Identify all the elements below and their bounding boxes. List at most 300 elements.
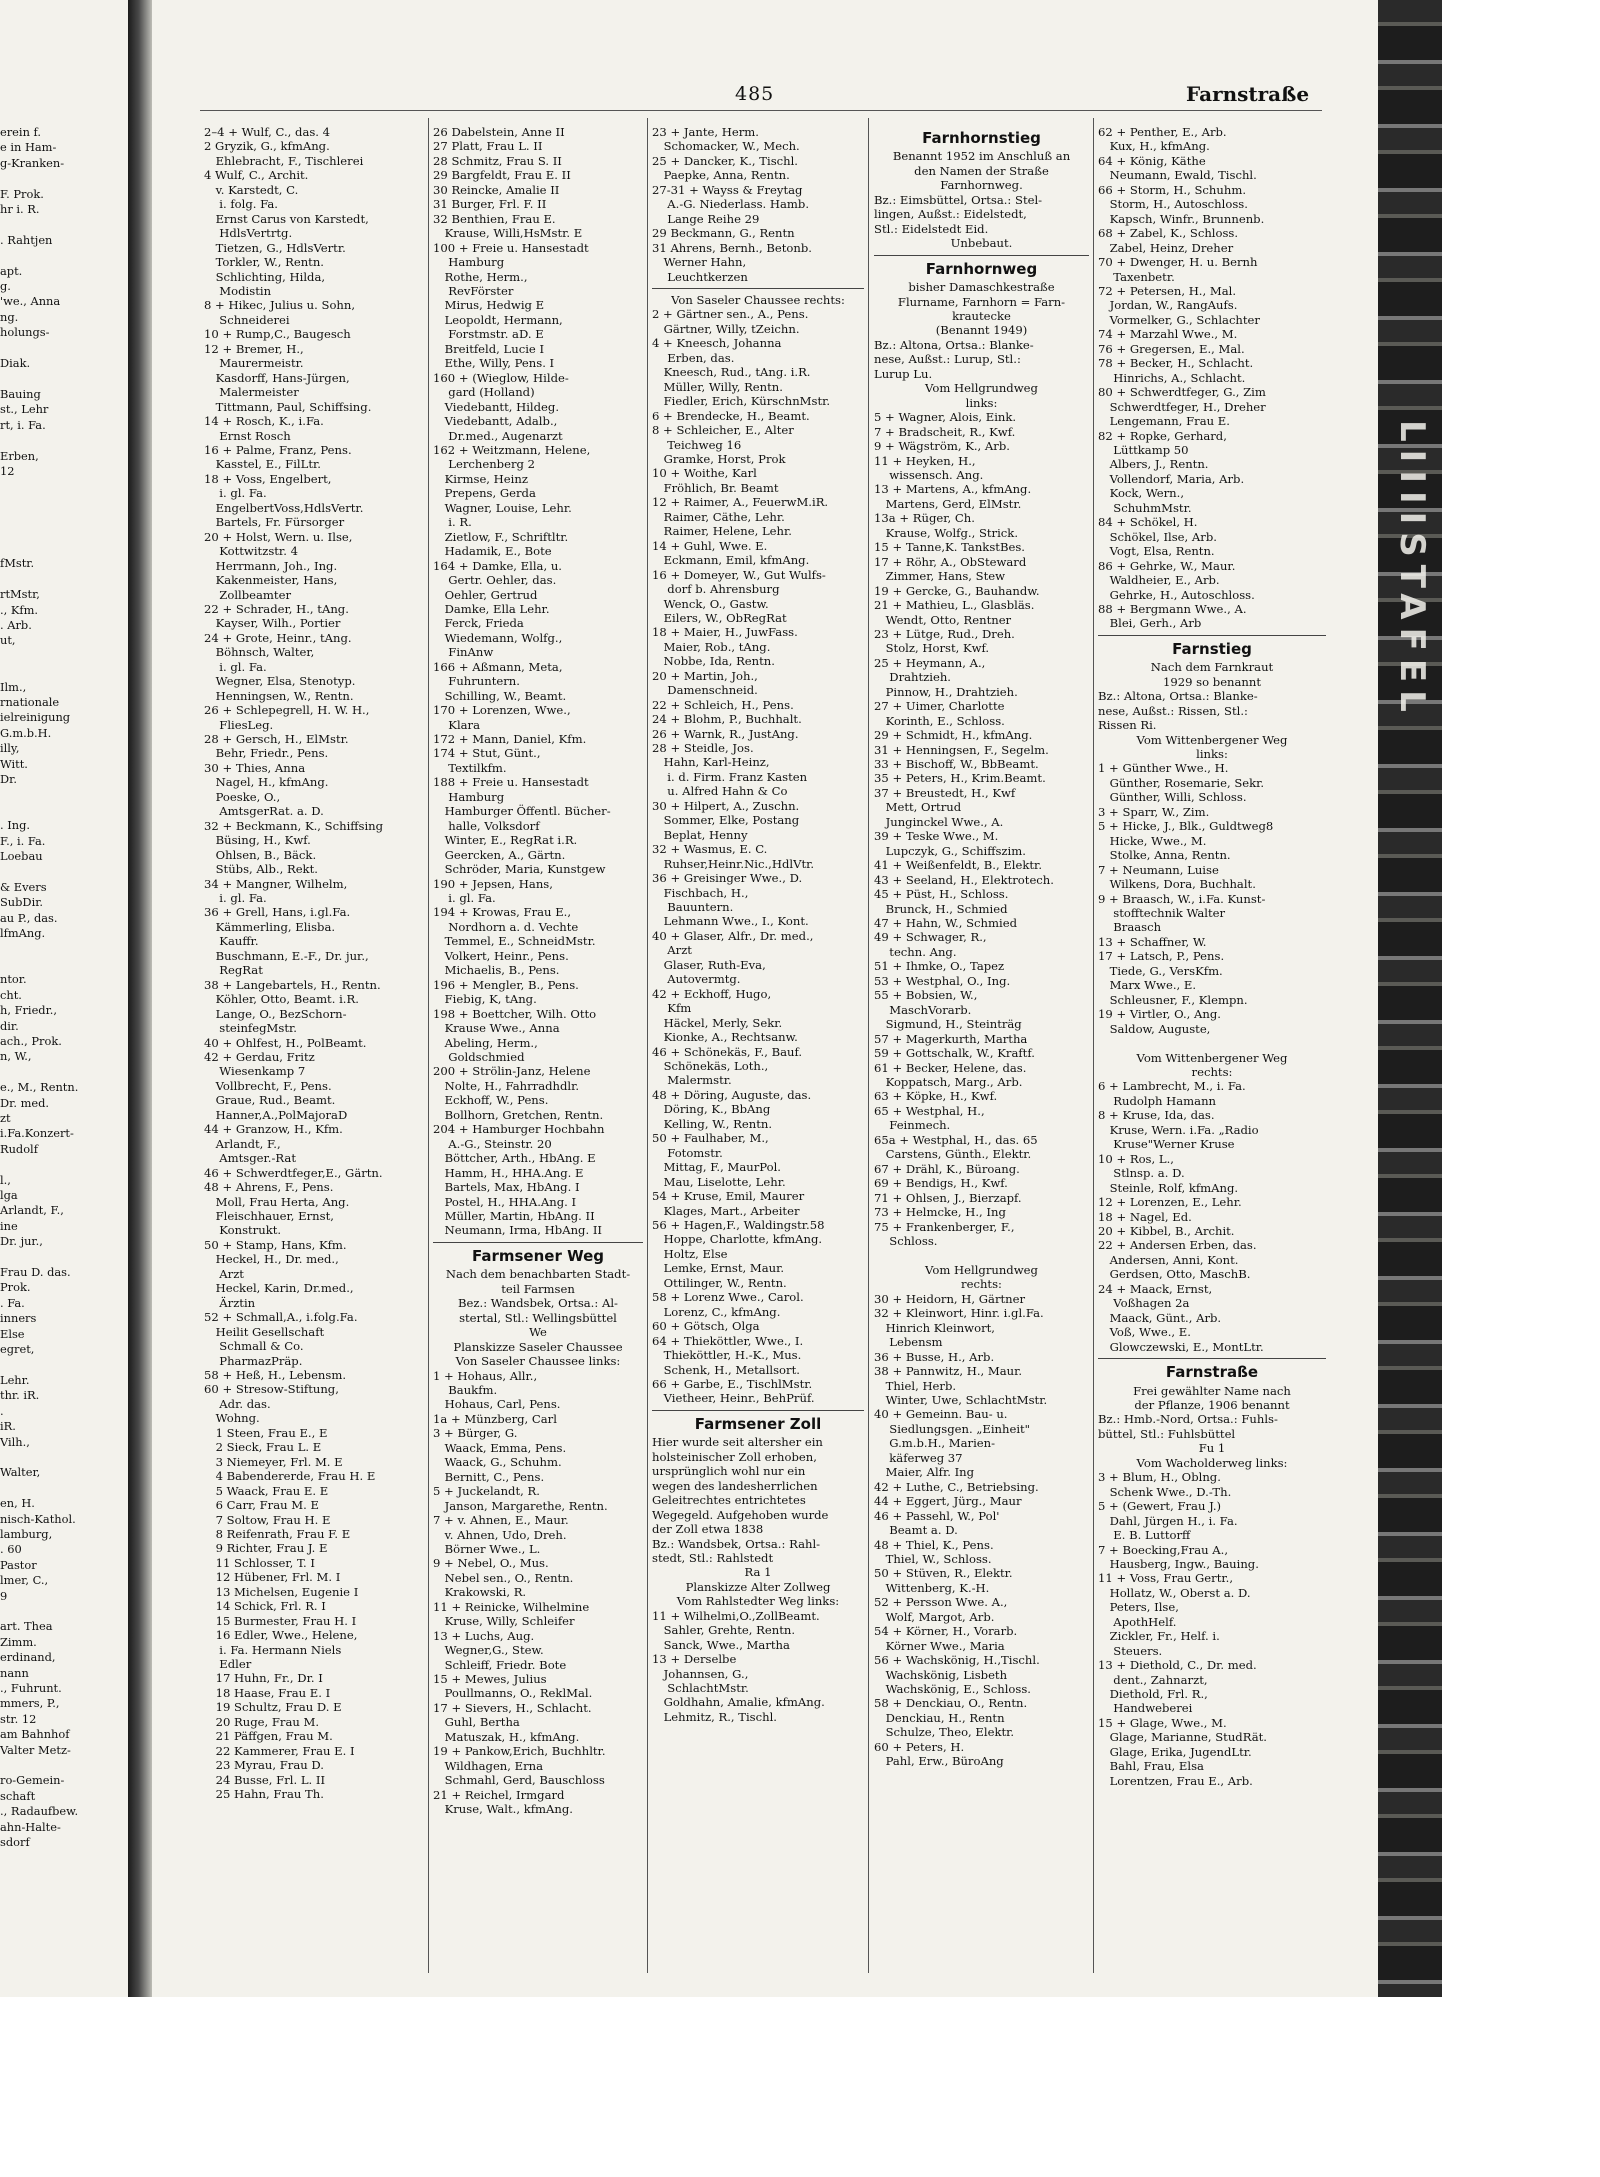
street-note: Nach dem Farnkraut [1150,660,1274,675]
directory-entry: 46 + Schwerdtfeger,E., Gärtn. [204,1165,383,1180]
directory-entry: 27-31 + Wayss & Freytag [652,182,803,197]
directory-entry: 51 + Ihmke, O., Tapez [874,959,1005,974]
directory-entry: 6 Carr, Frau M. E [204,1498,319,1513]
fragment-line [0,649,126,664]
directory-entry: Körner Wwe., Maria [874,1638,1005,1653]
directory-entry: 72 + Petersen, H., Mal. [1098,283,1237,298]
directory-entry: Adr. das. [204,1396,271,1411]
directory-entry: Ärztin [204,1295,256,1310]
directory-entry: 22 Kammerer, Frau E. I [204,1743,355,1758]
fragment-line: nann [0,1665,29,1680]
fragment-line [0,1250,126,1265]
directory-entry: Vollbrecht, F., Pens. [204,1078,332,1093]
directory-entry: Schulze, Theo, Elektr. [874,1725,1015,1740]
fragment-line: Ilm., [0,679,27,694]
directory-entry: Kauffr. [204,934,259,949]
fragment-line [0,1157,126,1172]
directory-entry: Neumann, Ewald, Tischl. [1098,168,1257,183]
directory-entry: 21 + Mathieu, L., Glasbläs. [874,598,1035,613]
directory-entry: 29 Beckmann, G., Rentn [652,226,795,241]
section-rule [874,255,1089,256]
fragment-line: Else [0,1326,25,1341]
fragment-line: G.m.b.H. [0,725,52,740]
directory-entry: Tittmann, Paul, Schiffsing. [204,399,372,414]
directory-entry: Hollatz, W., Oberst a. D. [1098,1585,1251,1600]
directory-entry: büttel, Stl.: Fuhlsbüttel [1098,1426,1236,1441]
fragment-line: au P., das. [0,910,58,925]
directory-entry: Schlichting, Hilda, [204,269,326,284]
directory-entry: Amtsger.-Rat [204,1151,296,1166]
directory-entry: Arzt [652,943,692,958]
fragment-line: . 60 [0,1542,22,1557]
directory-entry: Fuhruntern. [433,674,520,689]
directory-entry: Braasch [1098,920,1162,935]
directory-entry: Stl.: Eidelstedt Eid. [874,221,989,236]
directory-entry: 29 Bargfeldt, Frau E. II [433,168,571,183]
directory-entry: 88 + Bergmann Wwe., A. [1098,601,1247,616]
directory-entry: 62 + Penther, E., Arb. [1098,125,1227,139]
fragment-line: rtMstr, [0,587,40,602]
directory-entry: 26 + Warnk, R., JustAng. [652,726,799,741]
directory-entry: 166 + Aßmann, Meta, [433,659,563,674]
directory-entry: Saldow, Auguste, [1098,1021,1211,1036]
section-rule [652,1410,864,1411]
directory-entry: Wolf, Margot, Arb. [874,1609,995,1624]
directory-entry: Arzt [204,1266,244,1281]
fragment-line: sdorf [0,1835,30,1850]
fragment-line: h, Friedr., [0,1003,58,1018]
fragment-line: & Evers [0,879,47,894]
fragment-line: lga [0,1188,18,1203]
directory-entry: 58 + Lorenz Wwe., Carol. [652,1290,804,1305]
directory-entry: 80 + Schwerdtfeger, G., Zim [1098,385,1266,400]
directory-entry: 57 + Magerkurth, Martha [874,1031,1028,1046]
directory-entry: 37 + Breustedt, H., Kwf [874,785,1016,800]
directory-entry: 9 Richter, Frau J. E [204,1541,328,1556]
directory-entry: Bollhorn, Gretchen, Rentn. [433,1107,604,1122]
directory-entry: Malermstr. [652,1073,732,1088]
directory-entry: 172 + Mann, Daniel, Kfm. [433,732,587,747]
directory-entry: 29 + Schmidt, H., kfmAng. [874,728,1033,743]
street-note: Vom Wacholderweg links: [1136,1455,1288,1470]
directory-entry: 14 + Guhl, Wwe. E. [652,538,768,553]
directory-entry: Glage, Marianne, StudRät. [1098,1730,1267,1745]
directory-entry: Fotomstr. [652,1145,723,1160]
directory-entry: 7 + Bradscheit, R., Kwf. [874,424,1016,439]
fragment-line: fMstr. [0,556,35,571]
directory-entry: dent., Zahnarzt, [1098,1672,1208,1687]
directory-entry: Konstrukt. [204,1223,282,1238]
directory-entry: 5 + Juckelandt, R. [433,1484,540,1499]
directory-entry: Kruse, Walt., kfmAng. [433,1802,573,1817]
column-divider-1 [428,118,429,1973]
fragment-line: dir. [0,1018,19,1033]
fragment-line [0,787,126,802]
directory-entry: Volkert, Heinr., Pens. [433,948,569,963]
directory-entry: Mirus, Hedwig E [433,298,545,313]
directory-entry: 2 Sieck, Frau L. E [204,1440,322,1455]
directory-entry: Marx Wwe., E. [1098,978,1197,993]
directory-entry: dorf b. Ahrensburg [652,582,780,597]
directory-entry: 58 + Heß, H., Lebensm. [204,1367,347,1382]
directory-entry: 60 + Götsch, Olga [652,1319,760,1334]
spacer [1098,1036,1326,1050]
directory-entry: 50 + Stamp, Hans, Kfm. [204,1237,347,1252]
directory-entry: Bartels, Fr. Fürsorger [204,515,345,530]
fragment-line: Arlandt, F., [0,1203,64,1218]
directory-entry: 46 + Passehl, W., Pol' [874,1508,1000,1523]
street-note: teil Farmsen [501,1281,575,1296]
directory-entry: 162 + Weitzmann, Helene, [433,442,591,457]
directory-entry: ApothHelf. [1098,1614,1177,1629]
fragment-line: ro-Gemein- [0,1773,65,1788]
directory-entry: Ferck, Frieda [433,616,524,631]
directory-entry: 50 + Faulhaber, M., [652,1131,769,1146]
directory-entry: Hamburger Öffentl. Bücher- [433,804,611,819]
directory-entry: Lehmitz, R., Tischl. [652,1709,777,1724]
directory-entry: Thieköttler, H.-K., Mus. [652,1348,802,1363]
directory-entry: wissensch. Ang. [874,467,984,482]
directory-entry: Michaelis, B., Pens. [433,963,560,978]
directory-entry: 42 + Gerdau, Fritz [204,1050,315,1064]
street-note: Vom Rahlstedter Weg links: [676,1594,840,1609]
directory-entry: Müller, Willy, Rentn. [652,379,783,394]
directory-entry: 17 + Röhr, A., ObSteward [874,554,1027,569]
directory-entry: 56 + Wachskönig, H.,Tischl. [874,1653,1040,1668]
fragment-line: ntor. [0,972,27,987]
directory-entry: Schmall & Co. [204,1339,304,1354]
directory-entry: techn. Ang. [874,944,957,959]
fragment-line [0,341,126,356]
directory-entry: Mau, Liselotte, Lehr. [652,1174,786,1189]
directory-entry: gard (Holland) [433,385,535,400]
directory-entry: Wittenberg, K.-H. [874,1580,990,1595]
directory-entry: 46 + Schönekäs, F., Bauf. [652,1044,803,1059]
directory-entry: Wohng. [204,1411,260,1426]
directory-entry: 30 + Hilpert, A., Zuschn. [652,798,800,813]
directory-entry: Schönekäs, Loth., [652,1059,769,1073]
street-note: Vom Wittenbergener Weg [1136,732,1288,747]
directory-entry: Wegegeld. Aufgehoben wurde [652,1507,829,1522]
directory-entry: wegen des landesherrlichen [652,1478,818,1493]
directory-entry: Lorenz, C., kfmAng. [652,1304,781,1319]
street-note: We [529,1325,547,1340]
directory-entry: Neumann, Irma, HbAng. II [433,1223,602,1238]
directory-entry: 20 + Martin, Joh., [652,668,758,683]
directory-entry: i. gl. Fa. [204,891,267,906]
directory-entry: Poullmanns, O., ReklMal. [433,1686,593,1701]
fragment-line: schaft [0,1788,36,1803]
directory-entry: i. folg. Fa. [204,197,278,212]
directory-entry: 32 + Beckmann, K., Schiffsing [204,818,384,833]
directory-entry: 23 + Lütge, Rud., Dreh. [874,626,1015,641]
directory-entry: Kasdorff, Hans-Jürgen, [204,370,350,385]
fragment-line: 'we., Anna [0,294,61,309]
directory-entry: Prepens, Gerda [433,486,536,501]
directory-entry: Tiede, G., VersKfm. [1098,963,1223,978]
directory-entry: 26 + Schlepegrell, H. W. H., [204,703,370,718]
directory-entry: Schloss. [874,1233,938,1248]
directory-entry: Ruhser,Heinr.Nic.,HdlVtr. [652,856,815,871]
directory-column-1 [204,125,424,1965]
street-note: links: [1196,747,1228,762]
directory-entry: 204 + Hamburger Hochbahn [433,1122,605,1137]
directory-entry: 70 + Dwenger, H. u. Bernh [1098,255,1258,270]
running-head: Farnstraße [1186,82,1310,106]
directory-entry: 34 + Mangner, Wilhelm, [204,876,348,891]
directory-entry: 2 + Gärtner sen., A., Pens. [652,307,809,322]
fragment-line: Dr. [0,772,17,787]
directory-entry: Kayser, Wilh., Portier [204,616,341,631]
directory-entry: 22 + Schleich, H., Pens. [652,697,794,712]
directory-entry: Rissen Ri. [1098,718,1157,733]
directory-entry: Zimmer, Hans, Stew [874,569,1006,584]
directory-entry: 38 + Langebartels, H., Rentn. [204,977,381,992]
directory-entry: FliesLeg. [204,717,274,732]
street-heading: Farmsener Weg [471,1246,604,1265]
directory-entry: Wachskönig, E., Schloss. [874,1682,1031,1697]
street-note: Bez.: Wandsbek, Ortsa.: Al- [458,1296,618,1311]
directory-entry: 13a + Rüger, Ch. [874,511,975,526]
directory-entry: 64 + Thieköttler, Wwe., I. [652,1333,804,1348]
directory-entry: Lüttkamp 50 [1098,442,1189,457]
directory-entry: 18 Haase, Frau E. I [204,1685,331,1700]
directory-entry: 59 + Gottschalk, W., Kraftf. [874,1046,1035,1061]
directory-entry: Nebel sen., O., Rentn. [433,1570,574,1585]
directory-entry: Matuszak, H., kfmAng. [433,1729,580,1744]
street-note: Farnhornweg. [940,178,1023,193]
directory-entry: 18 + Maier, H., JuwFass. [652,625,798,640]
directory-entry: PharmazPräp. [204,1353,303,1368]
directory-column-2 [433,125,643,1965]
fragment-line [0,1481,126,1496]
fragment-line: Rudolf [0,1141,38,1156]
fragment-line: en, H. [0,1496,35,1511]
directory-entry: Lengemann, Frau E. [1098,414,1230,429]
directory-entry: Thiel, W., Schloss. [874,1551,992,1566]
directory-entry: Stübs, Alb., Rekt. [204,862,318,877]
directory-entry: 3 + Sparr, W., Zim. [1098,804,1210,819]
directory-entry: Klara [433,717,481,732]
directory-entry: Schökel, Ilse, Arb. [1098,529,1217,544]
fragment-line [0,1065,126,1080]
directory-entry: Malermeister [204,385,299,400]
directory-entry: Börner Wwe., L. [433,1541,541,1556]
directory-entry: Bahl, Frau, Elsa [1098,1759,1204,1774]
fragment-line: Vilh., [0,1434,30,1449]
directory-entry: Thiel, Herb. [874,1378,957,1393]
directory-entry: 58 + Denckiau, O., Rentn. [874,1696,1028,1711]
directory-entry: Koppatsch, Marg., Arb. [874,1075,1023,1089]
fragment-line: . [0,1403,4,1418]
directory-entry: Heckel, H., Dr. med., [204,1252,339,1267]
directory-entry: 6 + Lambrecht, M., i. Fa. [1098,1079,1246,1094]
directory-entry: 160 + (Wieglow, Hilde- [433,370,569,385]
directory-entry: 15 + Mewes, Julius [433,1672,547,1687]
directory-entry: Zabel, Heinz, Dreher [1098,240,1234,255]
fragment-line: Diak. [0,356,31,371]
fragment-line: l., [0,1172,11,1187]
directory-entry: Kruse, Willy, Schleifer [433,1614,575,1629]
directory-entry: 66 + Garbe, E., TischlMstr. [652,1376,813,1391]
directory-entry: Steinle, Rolf, kfmAng. [1098,1180,1239,1195]
book-edge-text: LIIIISTAFEL [1392,420,1432,720]
directory-entry: Häckel, Merly, Sekr. [652,1015,783,1030]
directory-entry: Bz.: Wandsbek, Ortsa.: Rahl- [652,1536,821,1551]
directory-entry: Abeling, Herm., [433,1035,538,1050]
directory-entry: Breitfeld, Lucie I [433,341,545,356]
directory-entry: Bartels, Max, HbAng. I [433,1180,580,1195]
directory-entry: Teichweg 16 [652,437,742,452]
directory-entry: Dr.med., Augenarzt [433,428,563,443]
directory-entry: Mittag, F., MaurPol. [652,1160,781,1175]
directory-entry: 26 Dabelstein, Anne II [433,125,565,139]
directory-entry: Goldschmied [433,1050,525,1064]
street-note: stertal, Stl.: Wellingsbüttel [459,1310,617,1325]
directory-entry: 13 + Schaffner, W. [1098,934,1207,949]
fragment-line: str. 12 [0,1711,37,1726]
street-heading: Farnstieg [1172,639,1252,658]
fragment-line: illy, [0,741,20,756]
directory-entry: Kock, Wern., [1098,486,1185,501]
directory-entry: G.m.b.H., Marien- [874,1436,996,1451]
directory-entry: Sommer, Elke, Postang [652,813,800,828]
directory-entry: 5 + Wagner, Alois, Eink. [874,410,1017,425]
fragment-line [0,248,126,263]
directory-entry: Bz.: Altona, Ortsa.: Blanke- [1098,689,1258,704]
directory-entry: käferweg 37 [874,1450,963,1465]
directory-entry: Krause, Willi,HsMstr. E [433,226,583,241]
fragment-line: F. Prok. [0,186,44,201]
directory-entry: Jordan, W., RangAufs. [1098,298,1238,313]
directory-entry: Dahl, Jürgen H., i. Fa. [1098,1513,1238,1528]
fragment-line: n, W., [0,1049,32,1064]
directory-entry: Temmel, E., SchneidMstr. [433,934,596,949]
directory-entry: SchuhmMstr. [1098,500,1192,515]
directory-entry: Bz.: Altona, Ortsa.: Blanke- [874,337,1034,352]
fragment-line: . Ing. [0,818,30,833]
directory-entry: nese, Außst.: Lurup, Stl.: [874,352,1021,367]
fragment-line: art. Thea [0,1619,53,1634]
directory-entry: 24 + Grote, Heinr., tAng. [204,630,352,645]
directory-entry: 13 Michelsen, Eugenie I [204,1584,359,1599]
directory-entry: 36 + Greisinger Wwe., D. [652,871,803,886]
directory-entry: Maurermeistr. [204,356,304,371]
directory-entry: 11 + Voss, Frau Gertr., [1098,1571,1234,1586]
directory-entry: 15 Burmester, Frau H. I [204,1613,357,1628]
directory-entry: 40 + Ohlfest, H., PolBeamt. [204,1035,367,1050]
directory-entry: 12 Hübener, Frl. M. I [204,1570,341,1585]
directory-entry: 60 + Peters, H. [874,1739,965,1754]
fragment-line [0,479,126,494]
street-note: Ra 1 [744,1565,772,1580]
directory-entry: 78 + Becker, H., Schlacht. [1098,356,1254,371]
fragment-line: Pastor [0,1557,37,1572]
directory-entry: Schröder, Maria, Kunstgew [433,862,606,877]
directory-entry: nese, Außst.: Rissen, Stl.: [1098,703,1248,718]
directory-entry: Ottilinger, W., Rentn. [652,1275,787,1290]
directory-entry: Goldhahn, Amalie, kfmAng. [652,1695,825,1710]
fragment-line: ach., Prok. [0,1033,62,1048]
directory-entry: AmtsgerRat. a. D. [204,804,324,819]
section-rule [1098,1358,1326,1359]
fragment-line: Witt. [0,756,28,771]
directory-entry: 35 + Peters, H., Krim.Beamt. [874,771,1046,786]
fragment-line: cht. [0,987,22,1002]
directory-entry: 73 + Helmcke, H., Ing [874,1205,1006,1220]
fragment-line: Walter, [0,1465,41,1480]
directory-entry: 5 + Hicke, J., Blk., Guldtweg8 [1098,819,1274,834]
fragment-line: zt [0,1111,11,1125]
fragment-line: am Bahnhof [0,1727,70,1742]
directory-entry: 20 Ruge, Frau M. [204,1714,320,1729]
directory-entry: Zietlow, F., Schriftltr. [433,529,569,544]
directory-entry: 65a + Westphal, H., das. 65 [874,1132,1038,1147]
directory-entry: 194 + Krowas, Frau E., [433,905,572,920]
directory-entry: Wendt, Otto, Rentner [874,612,1012,627]
street-heading: Farmsener Zoll [694,1414,822,1433]
fragment-line: rt, i. Fa. [0,417,46,432]
directory-entry: Glowczewski, E., MontLtr. [1098,1339,1264,1354]
directory-entry: Vietheer, Heinr., BehPrüf. [652,1391,815,1406]
street-note: Vom Hellgrundweg [925,1262,1038,1277]
directory-entry: 16 Edler, Wwe., Helene, [204,1628,358,1643]
directory-entry: i. gl. Fa. [204,659,267,674]
directory-entry: 18 + Voss, Engelbert, [204,471,332,486]
directory-entry: Gramke, Horst, Prok [652,451,786,466]
directory-entry: Voßhagen 2a [1098,1296,1190,1311]
directory-entry: Lemke, Ernst, Maur. [652,1261,785,1276]
fragment-line: F., i. Fa. [0,833,46,848]
directory-entry: Raimer, Helene, Lehr. [652,524,792,539]
directory-entry: Waack, Emma, Pens. [433,1440,567,1455]
directory-entry: Buschmann, E.-F., Dr. jur., [204,948,369,963]
directory-entry: Peters, Ilse, [1098,1600,1179,1615]
directory-entry: 76 + Gregersen, E., Mal. [1098,341,1245,356]
directory-entry: 28 + Steidle, Jos. [652,741,754,756]
fragment-line: g. [0,279,11,294]
directory-entry: Lerchenberg 2 [433,457,535,472]
directory-entry: 45 + Püst, H., Schloss. [874,887,1009,902]
fragment-line [0,510,126,525]
fragment-line: . Arb. [0,618,32,632]
directory-entry: Denckiau, H., Rentn [874,1710,1005,1725]
directory-entry: 32 + Kleinwort, Hinr. i.gl.Fa. [874,1306,1044,1321]
directory-entry: 30 Reincke, Amalie II [433,182,560,197]
directory-entry: 22 + Andersen Erben, das. [1098,1238,1257,1253]
fragment-line: Dr. med. [0,1095,50,1110]
directory-entry: 48 + Thiel, K., Pens. [874,1537,994,1552]
directory-entry: Schmahl, Gerd, Bauschloss [433,1773,605,1788]
section-rule [1098,635,1326,636]
directory-entry: 1 Steen, Frau E., E [204,1425,328,1440]
directory-entry: EngelbertVoss,HdlsVertr. [204,500,364,515]
directory-entry: Kfm [652,1001,692,1016]
directory-entry: Leopoldt, Hermann, [433,312,563,327]
fragment-line [0,372,126,387]
directory-entry: Kelling, W., Rentn. [652,1116,773,1131]
fragment-line: holungs- [0,325,50,340]
fragment-line: ., Fuhrunt. [0,1681,62,1696]
directory-entry: 24 + Blohm, P., Buchhalt. [652,712,802,727]
directory-entry: Eckmann, Emil, kfmAng. [652,553,810,568]
directory-entry: 13 + Diethold, C., Dr. med. [1098,1658,1257,1673]
directory-entry: 8 + Hikec, Julius u. Sohn, [204,298,356,313]
directory-entry: 54 + Kruse, Emil, Maurer [652,1189,805,1204]
directory-entry: Gerdsen, Otto, MaschB. [1098,1267,1251,1282]
street-note: bisher Damaschkestraße [908,280,1055,295]
directory-entry: Kruse"Werner Kruse [1098,1137,1235,1152]
